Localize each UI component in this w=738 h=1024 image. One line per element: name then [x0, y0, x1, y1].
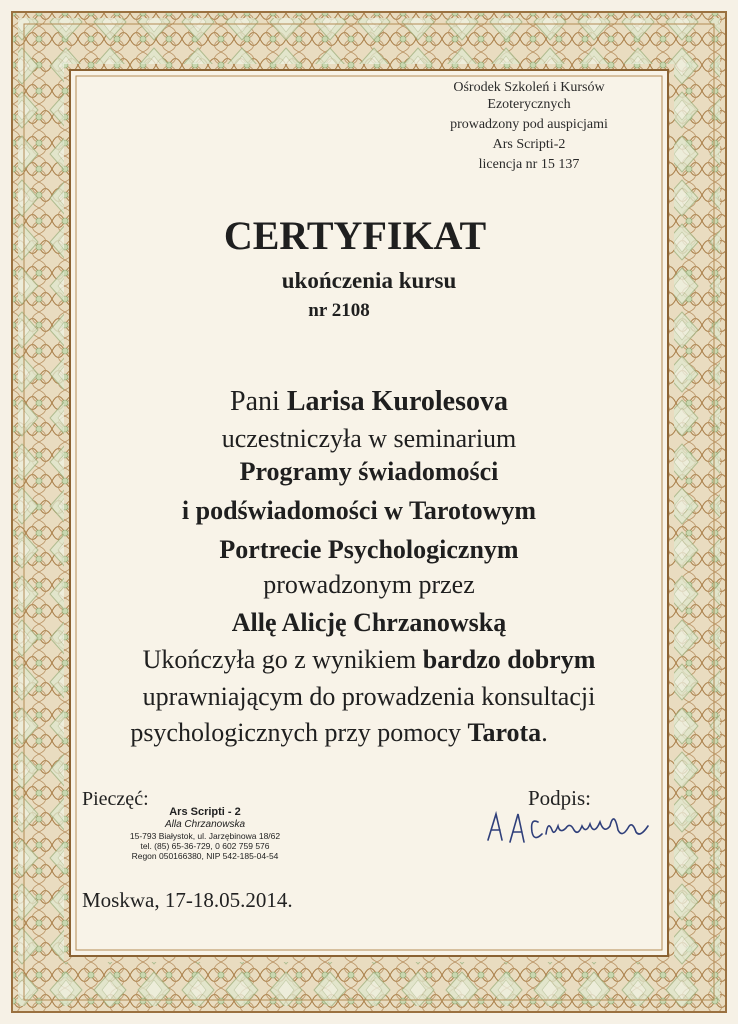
place-date: Moskwa, 17-18.05.2014.: [82, 888, 293, 912]
certificate-subtitle: ukończenia kursu: [281, 268, 457, 293]
honorific: Pani: [230, 386, 287, 417]
institution-line-4: Ars Scripti-2: [492, 137, 566, 152]
entitles-line: uprawniającym do prowadzenia konsultacji: [142, 682, 596, 711]
stamp-phone: tel. (85) 65-36-729, 0 602 759 576: [140, 841, 270, 851]
stamp-company-name: Ars Scripti - 2: [169, 806, 241, 818]
handwritten-signature: [482, 800, 658, 850]
stamp-label: Pieczęć:: [82, 788, 149, 810]
consult-method: Tarota: [467, 718, 542, 747]
consult-line: [0, 718, 708, 748]
stamp-person: Alla Chrzanowska: [164, 819, 246, 830]
company-stamp: [100, 806, 310, 861]
led-by-line: prowadzonym przez: [263, 570, 475, 599]
signature-label: Podpis:: [528, 786, 592, 810]
course-line-3: Portrecie Psychologicznym: [219, 535, 519, 564]
participated-line: uczestniczyła w seminarium: [221, 424, 517, 453]
institution-line-3: prowadzony pod auspicjami: [450, 117, 608, 132]
result-grade: bardzo dobrym: [422, 645, 596, 674]
certificate-number: nr 2108: [308, 300, 370, 321]
consult-suffix: .: [541, 718, 548, 747]
recipient-line: [0, 386, 738, 418]
certificate-title: CERTYFIKAT: [223, 213, 487, 258]
institution-line-2: Ezoterycznych: [487, 97, 571, 112]
stamp-registry: Regon 050166380, NIP 542-185-04-54: [131, 851, 279, 861]
instructor-name: Allę Alicję Chrzanowską: [231, 608, 507, 637]
stamp-address: 15-793 Białystok, ul. Jarzębinowa 18/62: [129, 831, 281, 841]
result-prefix: Ukończyła go z wynikiem: [142, 645, 423, 674]
result-line: [0, 645, 738, 675]
course-line-1: Programy świadomości: [239, 457, 499, 486]
institution-line-1: Ośrodek Szkoleń i Kursów: [453, 80, 605, 95]
recipient-name: Larisa Kurolesova: [286, 386, 508, 417]
institution-line-5: licencja nr 15 137: [478, 157, 580, 172]
consult-prefix: psychologicznych przy pomocy: [130, 718, 468, 747]
course-line-2: i podświadomości w Tarotowym: [181, 496, 537, 525]
